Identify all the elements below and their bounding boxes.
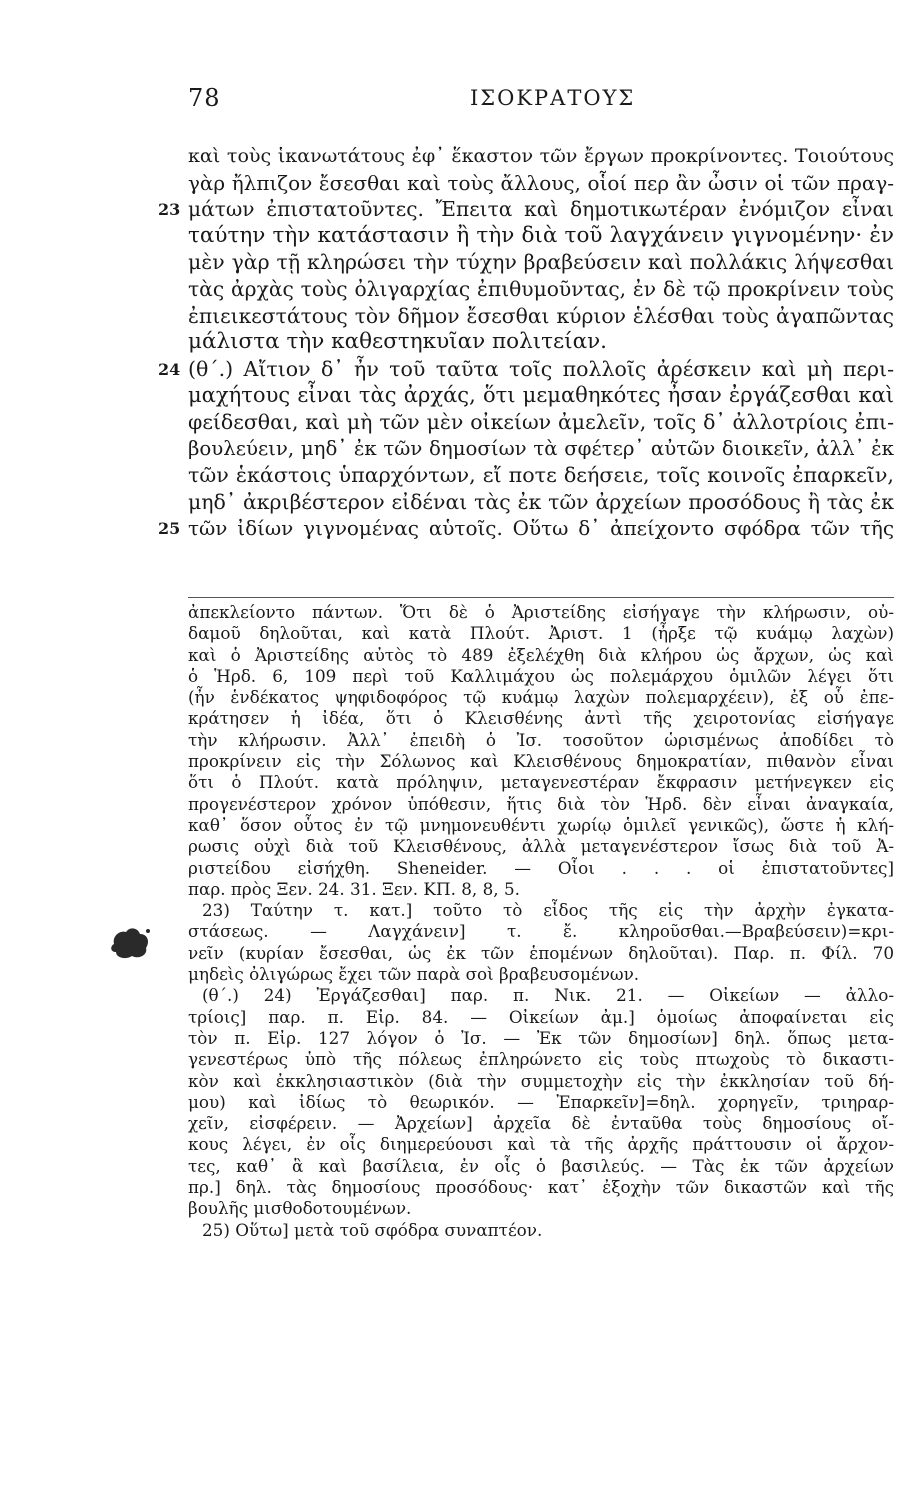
note-line: στάσεως. — Λαγχάνειν] τ. ἔ. κληροῦσθαι.—Βραβεύσειν)=κρι- <box>188 921 894 942</box>
main-text <box>158 143 894 542</box>
main-line-text: βουλεύειν, μηδ᾿ ἐκ τῶν δημοσίων τὰ σφέτερ᾿ αὐτῶν διοικεῖν, ἀλλ᾿ ἐκ <box>188 436 894 460</box>
note-line: ρωσις οὐχὶ διὰ τοῦ Κλεισθένους, ἀλλὰ μεταγενέστερον ἴσως διὰ τοῦ Ἀ- <box>188 836 894 857</box>
main-line <box>158 196 894 223</box>
main-line <box>158 356 894 383</box>
note-line: τες, καθ᾿ ἃ καὶ βασίλεια, ἐν οἷς ὁ βασιλεύς. — Τὰς ἐκ τῶν ἀρχείων <box>188 1155 894 1176</box>
margin-number: 24 <box>158 359 181 379</box>
main-line-text: (θ΄.) Αἴτιον δ᾿ ἦν τοῦ ταῦτα τοῖς πολλοῖς ἀρέσκειν καὶ μὴ περι- <box>188 356 894 381</box>
note-line: ὅτι ὁ Πλούτ. κατὰ πρόληψιν, μεταγενεστέραν ἔκφρασιν μετήνεγκεν εἰς <box>188 772 894 793</box>
note-line: ὁ Ἡρδ. 6, 109 περὶ τοῦ Καλλιμάχου ὡς πολεμάρχου ὁμιλῶν λέγει ὅτι <box>188 665 894 686</box>
margin-number: 23 <box>158 200 181 220</box>
note-line: μηδεὶς ὀλιγώρως ἔχει τῶν παρὰ σοὶ βραβευσομένων. <box>188 964 640 985</box>
note-line: κράτησεν ἡ ἰδέα, ὅτι ὁ Κλεισθένης ἀντὶ τῆς χειροτονίας εἰσήγαγε <box>188 708 894 729</box>
note-line: τρίοις] παρ. π. Εἰρ. 84. — Οἰκείων ἀμ.] ὁμοίως ἀποφαίνεται εἰς <box>188 1006 894 1027</box>
main-line-text: μὲν γὰρ τῇ κληρώσει τὴν τύχην βραβεύσειν καὶ πολλάκις λήψεσθαι <box>188 250 894 275</box>
note-line: βουλῆς μισθοδοτουμένων. <box>188 1198 412 1219</box>
note-line: προγενέστερον χρόνον ὑπόθεσιν, ἥτις διὰ τὸν Ἡρδ. δὲν εἶναι ἀναγκαία, <box>188 793 894 814</box>
main-line <box>188 276 894 303</box>
note-line: νεῖν (κυρίαν ἔσεσθαι, ὡς ἐκ τῶν ἑπομένων δηλοῦται). Παρ. π. Φίλ. 70 <box>188 942 894 963</box>
main-line <box>188 170 894 197</box>
main-line-text: μαχήτους εἶναι τὰς ἀρχάς, ὅτι μεμαθηκότες ἦσαν ἐργάζεσθαι καὶ <box>188 382 894 408</box>
note-line: 23) Ταύτην τ. κατ.] τοῦτο τὸ εἶδος τῆς εἰς τὴν ἀρχὴν ἐγκατα- <box>202 900 894 921</box>
note-line: (θ΄.) 24) Ἐργάζεσθαι] παρ. π. Νικ. 21. — Οἰκείων — ἀλλο- <box>202 985 894 1006</box>
main-line <box>188 409 894 436</box>
note-line: γενεστέρως ὑπὸ τῆς πόλεως ἐπληρώνετο εἰς τοὺς πτωχοὺς τὸ δικαστι- <box>188 1049 894 1070</box>
main-line-text: γὰρ ἤλπιζον ἔσεσθαι καὶ τοὺς ἄλλους, οἷοί περ ἂν ὦσιν οἱ τῶν πραγ- <box>188 170 894 195</box>
running-head: ΙΣΟΚΡΑΤΟΥΣ <box>470 86 636 110</box>
main-line-text: μάτων ἐπιστατοῦντες. Ἔπειτα καὶ δημοτικωτέραν ἐνόμιζον εἶναι <box>188 197 894 222</box>
note-line: κὸν καὶ ἐκκλησιαστικὸν (διὰ τὴν συμμετοχὴν εἰς τὴν ἐκκλησίαν τοῦ δή- <box>188 1070 894 1091</box>
main-line <box>188 462 894 489</box>
main-line-text: μάλιστα τὴν καθεστηκυῖαν πολιτείαν. <box>188 329 608 355</box>
main-line-text: τὰς ἀρχὰς τοὺς ὀλιγαρχίας ἐπιθυμοῦντας, ἐν δὲ τῷ προκρίνειν τοὺς <box>188 276 894 301</box>
note-line: 25) Οὕτω] μετὰ τοῦ σφόδρα συναπτέον. <box>202 1219 543 1240</box>
margin-number: 25 <box>158 519 181 539</box>
page-number: 78 <box>188 84 221 112</box>
note-line: παρ. πρὸς Ξεν. 24. 31. Ξεν. ΚΠ. 8, 8, 5. <box>188 878 520 899</box>
note-line: προκρίνειν εἰς τὴν Σόλωνος καὶ Κλεισθένους δημοκρατίαν, πιθανὸν εἶναι <box>188 751 894 772</box>
ink-blot <box>108 922 152 962</box>
main-line-text: τῶν ἑκάστοις ὑπαρχόντων, εἴ ποτε δεήσειε, τοῖς κοινοῖς ἐπαρκεῖν, <box>188 463 894 488</box>
note-line: δαμοῦ δηλοῦται, καὶ κατὰ Πλούτ. Ἀριστ. 1 (ἦρξε τῷ κυάμῳ λαχὼν) <box>188 623 894 644</box>
main-line <box>188 489 894 516</box>
main-line <box>188 382 894 409</box>
main-line <box>188 303 894 330</box>
note-line: πρ.] δηλ. τὰς δημοσίους προσόδους· κατ᾿ ἐξοχὴν τῶν δικαστῶν καὶ τῆς <box>188 1177 894 1198</box>
note-line: χεῖν, εἰσφέρειν. — Ἀρχείων] ἀρχεῖα δὲ ἐνταῦθα τοὺς δημοσίους οἴ- <box>188 1113 894 1134</box>
main-line-text: μηδ᾿ ἀκριβέστερον εἰδέναι τὰς ἐκ τῶν ἀρχείων προσόδους ἢ τὰς ἐκ <box>188 489 894 514</box>
main-line <box>188 249 894 276</box>
note-line: μου) καὶ ἰδίως τὸ θεωρικόν. — Ἐπαρκεῖν]=δηλ. χορηγεῖν, τριηραρ- <box>188 1091 894 1112</box>
note-line: καὶ ὁ Ἀριστείδης αὐτὸς τὸ 489 ἐξελέχθη διὰ κλήρου ὡς ἄρχων, ὡς καὶ <box>188 644 894 665</box>
main-line <box>188 329 894 356</box>
main-line <box>188 143 894 170</box>
note-line: τὸν π. Εἰρ. 127 λόγον ὁ Ἰσ. — Ἐκ τῶν δημοσίων] δηλ. ὅπως μετα- <box>188 1027 894 1048</box>
main-line <box>158 515 894 542</box>
main-line-text: καὶ τοὺς ἱκανωτάτους ἐφ᾿ ἕκαστον τῶν ἔργων προκρίνοντες. Τοιούτους <box>188 144 894 167</box>
main-line-text: τῶν ἰδίων γιγνομένας αὑτοῖς. Οὕτω δ᾿ ἀπείχοντο σφόδρα τῶν τῆς <box>188 516 894 541</box>
main-line <box>188 223 894 250</box>
footnotes <box>188 602 894 1241</box>
page-header <box>188 84 893 118</box>
main-line-text: ἐπιεικεστάτους τὸν δῆμον ἔσεσθαι κύριον ἑλέσθαι τοὺς ἀγαπῶντας <box>188 303 894 328</box>
note-line: κους λέγει, ἐν οἷς διημερεύουσι καὶ τὰ τῆς ἀρχῆς πράττουσιν οἱ ἄρχον- <box>188 1134 894 1155</box>
footnote-rule <box>188 597 894 598</box>
main-line <box>188 436 894 463</box>
note-line: (ἦν ἑνδέκατος ψηφιδοφόρος τῷ κυάμῳ λαχὼν πολεμαρχέειν), ἐξ οὗ ἐπε- <box>188 687 894 708</box>
main-line-text: φείδεσθαι, καὶ μὴ τῶν μὲν οἰκείων ἀμελεῖν, τοῖς δ᾿ ἀλλοτρίοις ἐπι- <box>188 409 894 434</box>
main-line-text: ταύτην τὴν κατάστασιν ἢ τὴν διὰ τοῦ λαγχάνειν γιγνομένην· ἐν <box>188 222 894 248</box>
note-line: καθ᾿ ὅσον οὗτος ἐν τῷ μνημονευθέντι χωρίῳ ὁμιλεῖ γενικῶς), ὥστε ἡ κλή- <box>188 814 894 835</box>
note-line: τὴν κλήρωσιν. Ἀλλ᾿ ἐπειδὴ ὁ Ἰσ. τοσοῦτον ὡρισμένως ἀποδίδει τὸ <box>188 729 894 750</box>
note-line: ἀπεκλείοντο πάντων. Ὅτι δὲ ὁ Ἀριστείδης εἰσήγαγε τὴν κλήρωσιν, οὐ- <box>188 602 894 622</box>
note-line: ριστείδου εἰσήχθη. Sheneider. — Οἷοι . . . οἱ ἐπιστατοῦντες] <box>188 857 894 878</box>
